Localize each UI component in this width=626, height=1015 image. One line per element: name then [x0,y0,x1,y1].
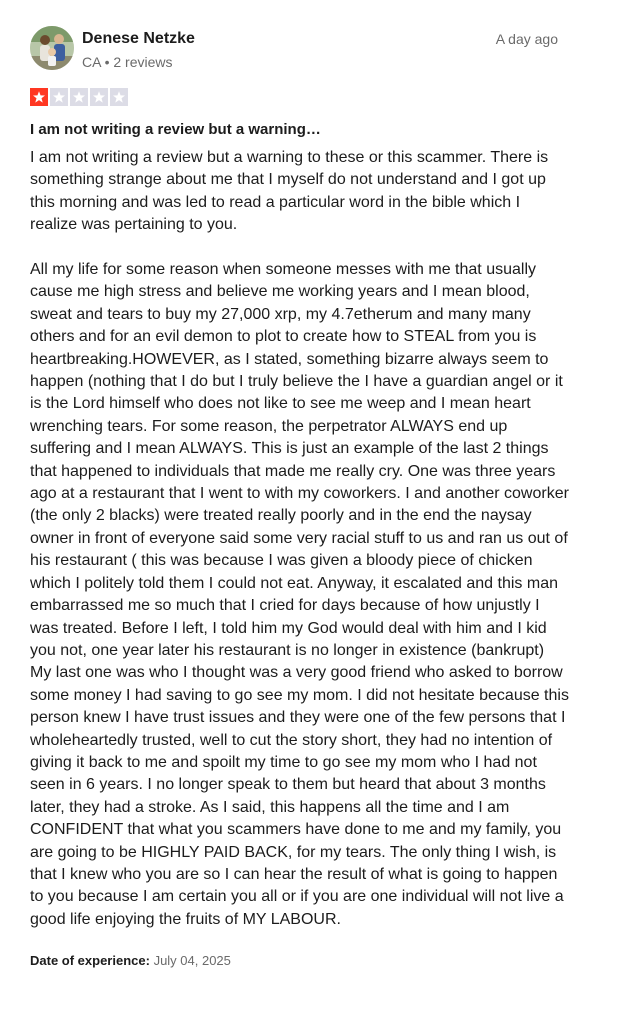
star-empty-icon [70,88,88,106]
review-body [30,147,570,931]
review-title[interactable]: I am not writing a review but a warning… [30,121,321,138]
reviewer-name[interactable]: Denese Netzke [82,30,195,47]
review-date: A day ago [495,31,558,47]
experience-date: July 04, 2025 [153,953,231,969]
star-empty-icon [110,88,128,106]
review-paragraph: I am not writing a review but a warning to these or this scammer. There is something strange about me that I myself do not understand and I got up this morning and was led to read a particular word in the bible which I realize was pertaining to you. [30,149,549,234]
review-paragraph: All my life for some reason when someone messes with me that usually cause me high stress and believe me working years and I mean blood, sweat and tears to buy my 27,000 xrp, my 4.7etherum and many many others and for an evil demon to plot to create how to STEAL from you is heartbreaking.HOWEVER, as I stated, something bizarre always seem to happen (nothing that I do but I truly believe the I have a guardian angel or it is the Lord himself who does not like to see me weep and I mean heart wrenching tears. For some reason, the perpetrator ALWAYS end up suffering and I mean ALWAYS. This is just an example of the last 2 things that happened to individuals that made me really cry. One was three years ago at a restaurant that I went to with my coworkers. I and another coworker (the only 2 blacks) were treated really poorly and in the end the naysay owner in front of everyone said some very racial stuff to us and ran us out of his restaurant ( this was because I was given a bloody piece of chicken which I politely told them I could not eat. Anyway, it escalated and this man embarrassed me so much that I cried for days because of how unjustly I was treated. Before I left, I told him my God would deal with him and I kid you not, one year later his restaurant is no longer in existence (bankrupt) [30,261,569,659]
date-of-experience [30,952,596,970]
star-rating [30,88,596,106]
reviewer-photo-avatar-icon [30,26,74,70]
reviewer-info [82,26,496,71]
avatar[interactable] [30,26,74,70]
review-paragraph: My last one was who I thought was a very good friend who asked to borrow some money I had saving to go see my mom. I did not hesitate because this person knew I have trust issues and they were one of the few persons that I wholeheartedly trusted, well to cut the story short, they had no intention of giving it back to me and spoilt my time to go see my mom who I had not seen in 6 years. I no longer speak to them but heard that about 3 months later, they had a stroke. As I said, this happens all the time and I am CONFIDENT that what you scammers have done to me and my family, you are going to be HIGHLY PAID BACK, for my tears. The only thing I wish, is that I knew who you are so I can hear the result of what is going to happen to you because I am certain you all or if you are one individual will not live a good life enjoying the fruits of MY LABOUR. [30,664,569,928]
experience-label: Date of experience: [30,953,150,969]
star-empty-icon [90,88,108,106]
star-filled-icon [30,88,48,106]
reviewer-meta: CA • 2 reviews [82,54,173,70]
review-header [30,26,596,72]
star-empty-icon [50,88,68,106]
